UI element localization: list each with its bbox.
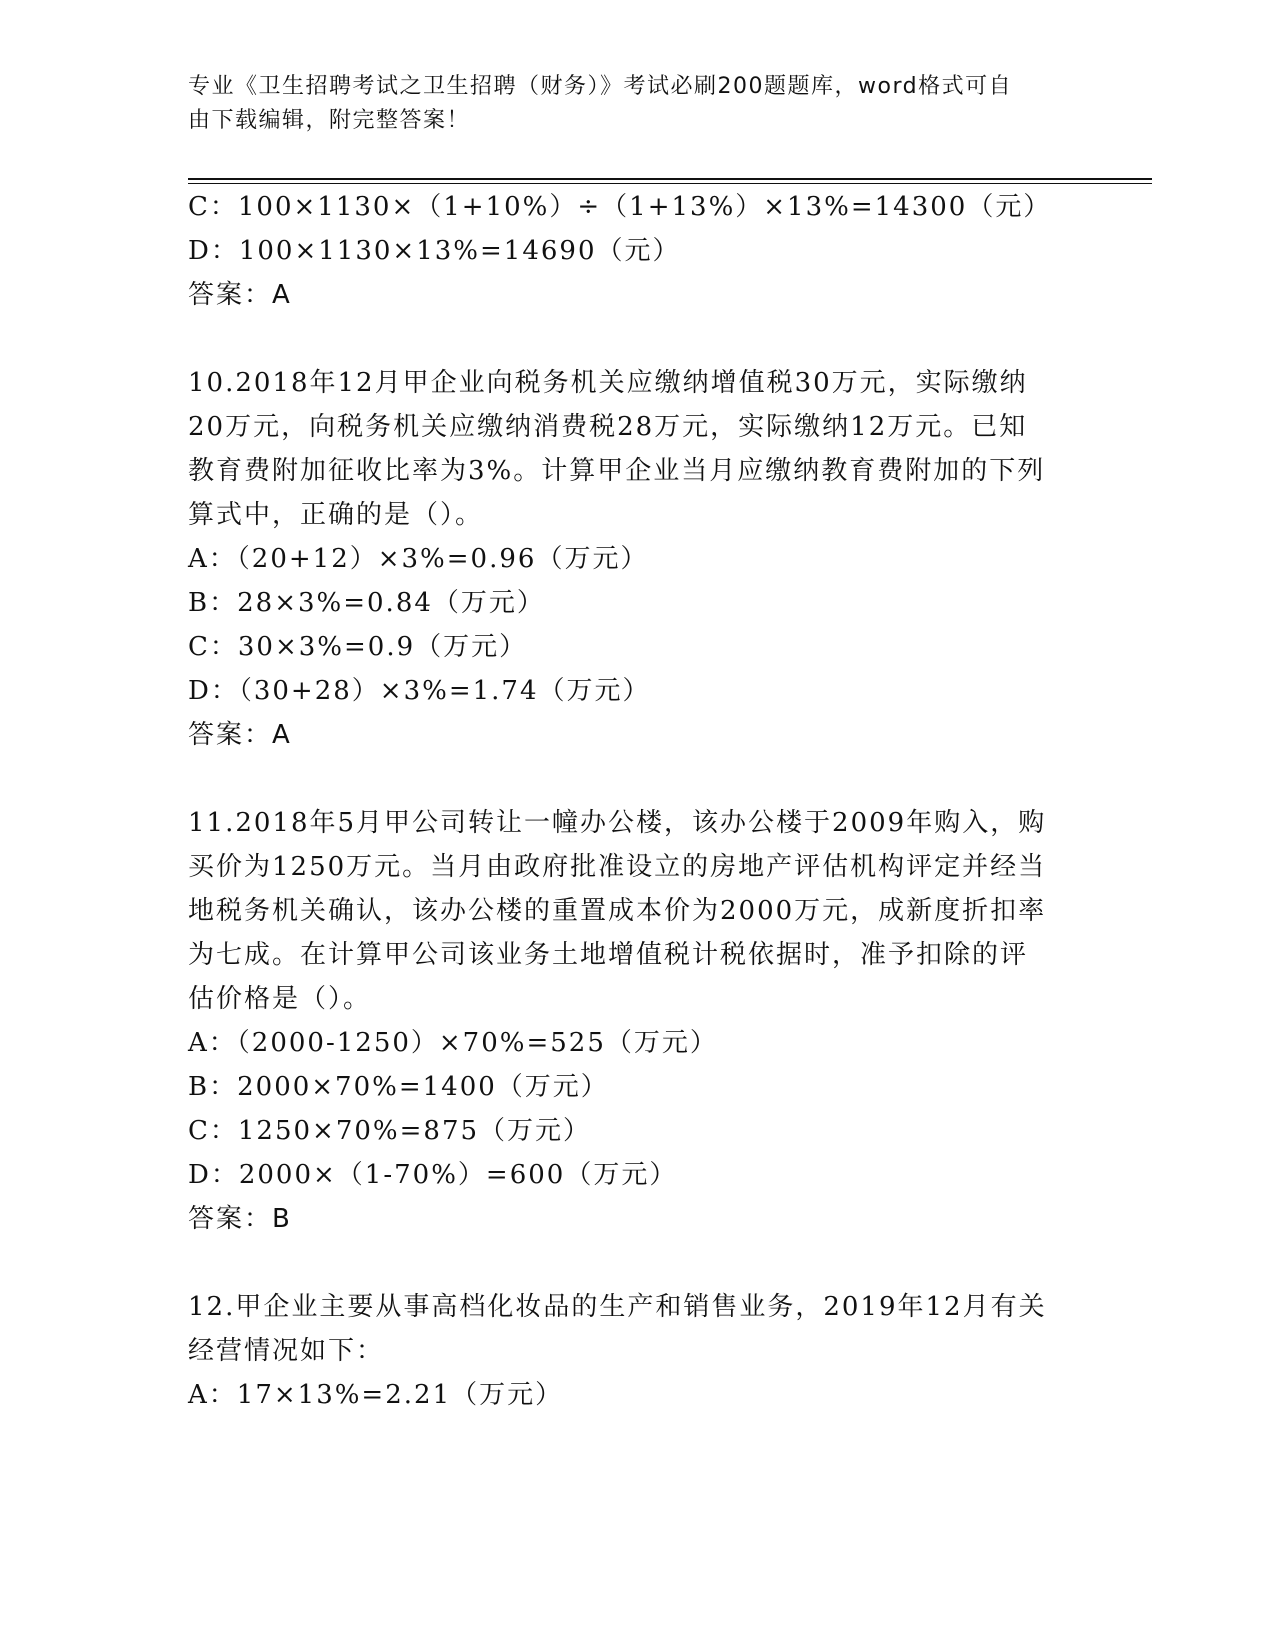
question-10-stem-line: 20万元，向税务机关应缴纳消费税28万元，实际缴纳12万元。已知: [188, 412, 1028, 442]
question-11-stem-line: 估价格是（）。: [188, 984, 372, 1014]
question-12-stem-line: 12.甲企业主要从事高档化妆品的生产和销售业务，2019年12月有关: [188, 1292, 1047, 1322]
question-11-stem-line: 为七成。在计算甲公司该业务土地增值税计税依据时，准予扣除的评: [188, 940, 1029, 970]
question-10-stem-line: 教育费附加征收比率为3%。计算甲企业当月应缴纳教育费附加的下列: [188, 456, 1046, 486]
question-11-option-d: D：2000×（1-70%）=600（万元）: [188, 1160, 678, 1190]
question-11-stem-line: 11.2018年5月甲公司转让一幢办公楼，该办公楼于2009年购入，购: [188, 808, 1047, 838]
question-10-option-b: B：28×3%=0.84（万元）: [188, 588, 545, 618]
question-10-option-d: D：（30+28）×3%=1.74（万元）: [188, 676, 651, 706]
header-divider: [188, 178, 1152, 184]
question-11-option-a: A：（2000-1250）×70%=525（万元）: [188, 1028, 718, 1058]
question-10-option-c: C：30×3%=0.9（万元）: [188, 632, 528, 662]
question-10-stem-line: 10.2018年12月甲企业向税务机关应缴纳增值税30万元，实际缴纳: [188, 368, 1028, 398]
option-d: D：100×1130×13%=14690（元）: [188, 236, 681, 266]
document-header: [188, 70, 1058, 138]
question-12-stem-line: 经营情况如下：: [188, 1336, 385, 1366]
question-10-option-a: A：（20+12）×3%=0.96（万元）: [188, 544, 649, 574]
header-line-1: 专业《卫生招聘考试之卫生招聘（财务）》考试必刷200题题库，word格式可自: [188, 74, 1013, 99]
header-line-2: 由下载编辑，附完整答案！: [188, 108, 471, 133]
option-c: C：100×1130×（1+10%）÷（1+13%）×13%=14300（元）: [188, 192, 1052, 222]
question-12-option-a: A：17×13%=2.21（万元）: [188, 1380, 564, 1410]
question-11-answer: 答案：B: [188, 1204, 292, 1234]
question-11-stem-line: 买价为1250万元。当月由政府批准设立的房地产评估机构评定并经当: [188, 852, 1047, 882]
question-11-option-b: B：2000×70%=1400（万元）: [188, 1072, 609, 1102]
question-10-answer: 答案：A: [188, 720, 292, 750]
answer-line: 答案：A: [188, 280, 292, 310]
question-11-option-c: C：1250×70%=875（万元）: [188, 1116, 592, 1146]
question-10-stem-line: 算式中，正确的是（）。: [188, 500, 484, 530]
question-11-stem-line: 地税务机关确认，该办公楼的重置成本价为2000万元，成新度折扣率: [188, 896, 1047, 926]
